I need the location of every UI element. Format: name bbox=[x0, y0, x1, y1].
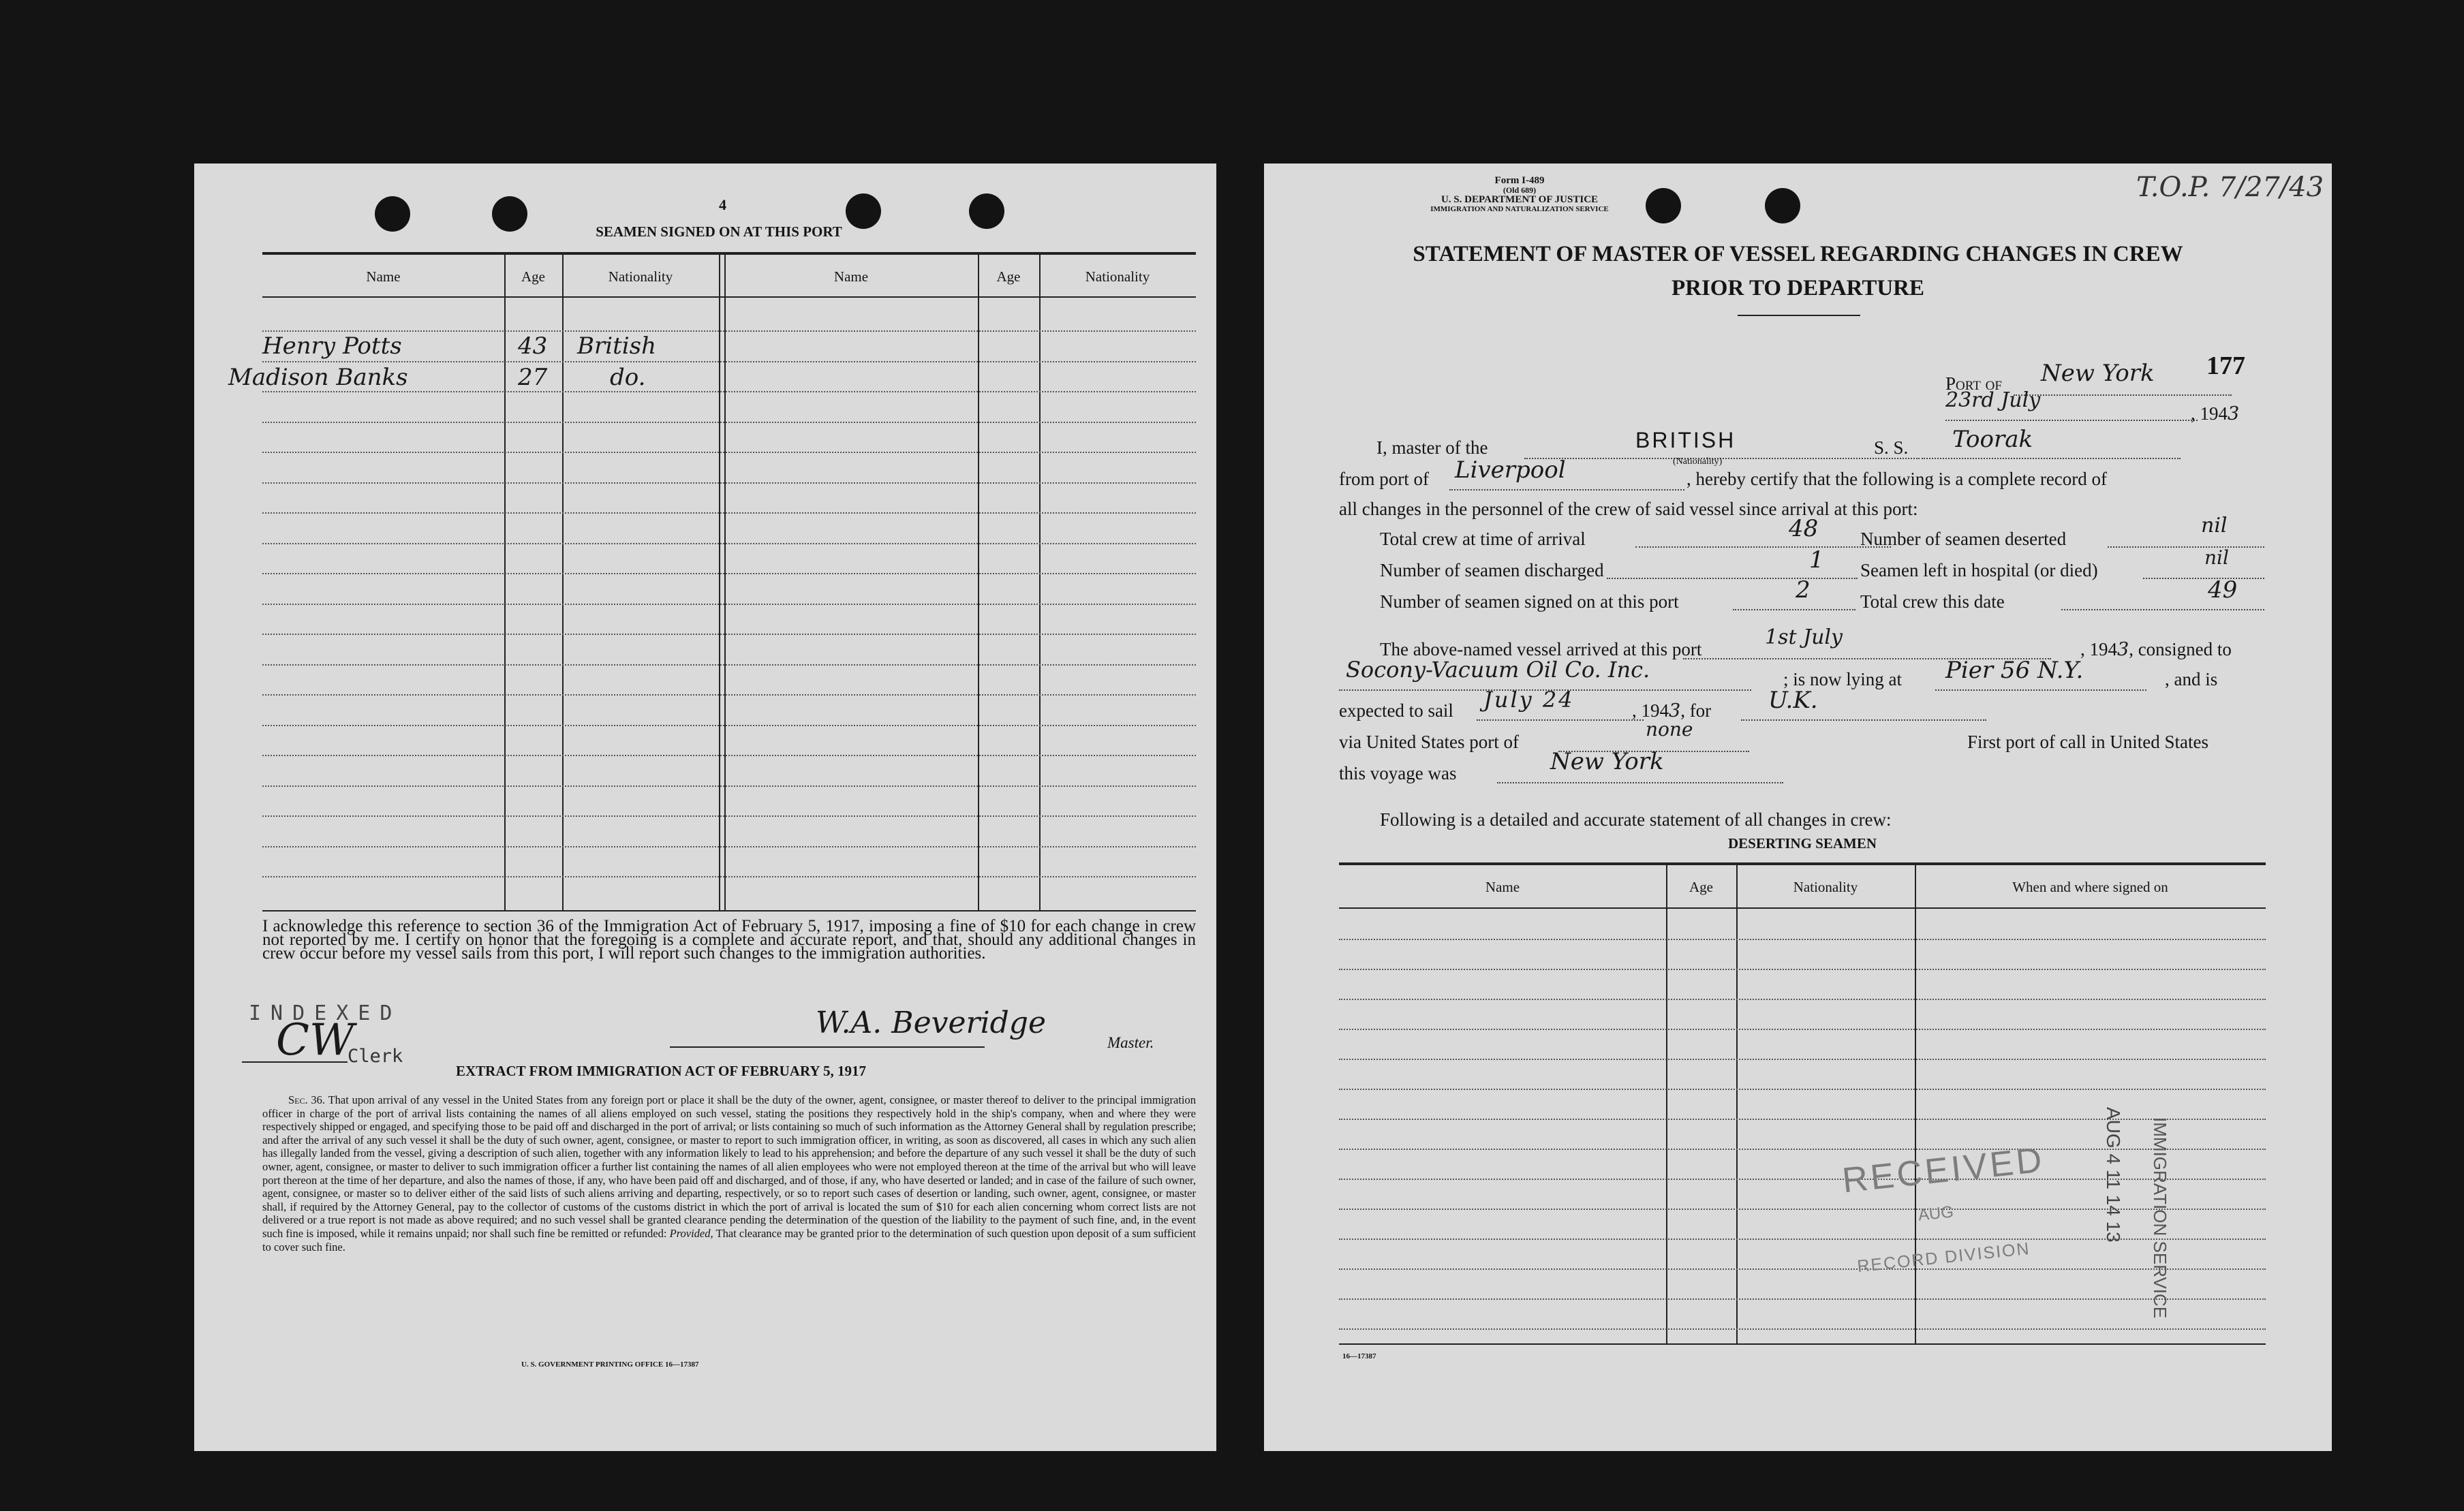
form-title bbox=[1264, 237, 2332, 305]
printer-imprint: 16—17387 bbox=[1342, 1352, 1376, 1360]
row-line bbox=[262, 604, 1196, 605]
row-line bbox=[262, 422, 1196, 423]
row-line bbox=[262, 634, 1196, 635]
deserted-label: Number of seamen deserted bbox=[1860, 529, 2067, 549]
sail-year-digit: 3 bbox=[1669, 700, 1681, 721]
all-changes-text: all changes in the personnel of the crew of said vessel since arrival at this port: bbox=[1339, 499, 1918, 519]
nationality-value: BRITISH bbox=[1635, 428, 1736, 452]
total-crew-arrival: 48 bbox=[1789, 515, 1819, 542]
punch-hole bbox=[1646, 188, 1681, 223]
col-name-2: Name bbox=[833, 268, 869, 285]
row-line bbox=[1339, 1119, 2266, 1120]
date-year bbox=[2191, 403, 2239, 424]
row-line bbox=[1339, 1059, 2266, 1060]
extract-text bbox=[262, 1093, 1196, 1253]
row-line bbox=[262, 755, 1196, 756]
title-line-1: STATEMENT OF MASTER OF VESSEL REGARDING CHANGES IN CREW bbox=[1413, 242, 2183, 266]
consignee: Socony-Vacuum Oil Co. Inc. bbox=[1346, 657, 1650, 683]
title-line-2: PRIOR TO DEPARTURE bbox=[1671, 276, 1925, 300]
row-line bbox=[1339, 1209, 2266, 1210]
sail-year-prefix: , 194 bbox=[1632, 700, 1669, 721]
consigned-label: , consigned to bbox=[2129, 639, 2232, 659]
total-crew-arrival-field bbox=[1635, 526, 1891, 548]
row-line bbox=[262, 452, 1196, 453]
year-prefix: , 194 bbox=[2191, 403, 2228, 424]
table-top-rule bbox=[262, 252, 1196, 255]
service-stamp: IMMIGRATION SERVICE bbox=[2150, 1117, 2170, 1319]
row-line bbox=[1339, 1268, 2266, 1270]
left-page bbox=[194, 163, 1216, 1451]
form-old: (Old 689) bbox=[1503, 185, 1537, 195]
date-stamp: AUG 4 11 14 13 bbox=[2103, 1107, 2124, 1243]
row-line bbox=[262, 815, 1196, 817]
via-value: none bbox=[1646, 718, 1693, 741]
table-divider bbox=[562, 253, 564, 910]
punch-hole bbox=[375, 196, 410, 232]
col-nationality-2: Nationality bbox=[1085, 268, 1150, 285]
page-number: 177 bbox=[2206, 352, 2245, 380]
from-port-value: Liverpool bbox=[1455, 456, 1566, 484]
row-line bbox=[262, 725, 1196, 726]
row-line bbox=[262, 573, 1196, 574]
extract-title: EXTRACT FROM IMMIGRATION ACT OF FEBRUARY 5, 1917 bbox=[455, 1063, 867, 1079]
table-divider bbox=[724, 253, 726, 910]
form-header bbox=[1417, 176, 1622, 214]
table-divider bbox=[504, 253, 506, 910]
deserted-field bbox=[2108, 526, 2264, 548]
col-name: Name bbox=[1485, 879, 1520, 895]
and-is-label: , and is bbox=[2165, 669, 2218, 689]
lying-label: ; is now lying at bbox=[1783, 669, 1902, 689]
port-value: New York bbox=[2041, 360, 2155, 387]
section-heading: SEAMEN SIGNED ON AT THIS PORT bbox=[596, 223, 842, 240]
table-divider bbox=[1666, 864, 1667, 1343]
col-age: Age bbox=[521, 268, 545, 285]
discharged-label: Number of seamen discharged bbox=[1380, 560, 1604, 580]
corner-note: T.O.P. 7/27/43 bbox=[2136, 172, 2324, 203]
department: U. S. DEPARTMENT OF JUSTICE bbox=[1441, 194, 1599, 205]
ship-name: Toorak bbox=[1952, 426, 2033, 453]
row-line bbox=[1339, 999, 2266, 1000]
row-line bbox=[1339, 1149, 2266, 1150]
right-page bbox=[1264, 163, 2332, 1451]
total-crew-date: 49 bbox=[2208, 576, 2238, 604]
record-division-stamp: RECORD DIVISION bbox=[1856, 1239, 2031, 1277]
row-line bbox=[262, 482, 1196, 484]
punch-hole bbox=[1765, 188, 1800, 223]
table-header-rule bbox=[1339, 907, 2266, 909]
row-line bbox=[262, 361, 1196, 362]
hospital-value: nil bbox=[2204, 546, 2229, 569]
table-header-rule bbox=[262, 296, 1196, 298]
ss-label: S. S. bbox=[1874, 437, 1909, 458]
year-digit: 3 bbox=[2228, 403, 2240, 424]
sail-label: expected to sail bbox=[1339, 700, 1453, 721]
table-row bbox=[262, 332, 402, 360]
arrived-value: 1st July bbox=[1765, 625, 1843, 649]
date-value: 23rd July bbox=[1945, 388, 2041, 412]
lying-value: Pier 56 N.Y. bbox=[1945, 657, 2084, 684]
row-line bbox=[1339, 939, 2266, 940]
voyage-value: New York bbox=[1550, 748, 1664, 775]
row-line bbox=[1339, 1239, 2266, 1240]
row-line bbox=[1339, 1029, 2266, 1030]
section-label: Sec. 36. bbox=[288, 1093, 326, 1106]
signed-on-field bbox=[1733, 589, 1855, 610]
row-line bbox=[1339, 1179, 2266, 1180]
row-line bbox=[262, 694, 1196, 696]
clerk-label: Clerk bbox=[348, 1046, 403, 1067]
signature-line bbox=[670, 1046, 985, 1048]
col-when-where: When and where signed on bbox=[2012, 879, 2168, 895]
page-number: 4 bbox=[719, 196, 726, 213]
punch-hole bbox=[492, 196, 527, 232]
table-divider bbox=[719, 253, 720, 910]
row-line bbox=[1339, 969, 2266, 970]
table-top-rule bbox=[1339, 862, 2266, 865]
table-divider bbox=[1736, 864, 1738, 1343]
col-nationality: Nationality bbox=[1793, 879, 1858, 895]
row-line bbox=[262, 846, 1196, 847]
seaman-nationality: British bbox=[577, 332, 656, 360]
master-signature: W.A. Beveridge bbox=[816, 1006, 1047, 1040]
signed-on-label: Number of seamen signed on at this port bbox=[1380, 591, 1679, 612]
row-line bbox=[262, 330, 1196, 332]
table-divider bbox=[978, 253, 979, 910]
master-of-label: I, master of the bbox=[1376, 437, 1488, 458]
proviso-word: Provided, bbox=[669, 1226, 713, 1240]
clerk-initials: CW bbox=[276, 1015, 354, 1065]
total-crew-arrival-label: Total crew at time of arrival bbox=[1380, 529, 1586, 549]
certify-text: , hereby certify that the following is a complete record of bbox=[1687, 469, 2108, 489]
row-line bbox=[262, 664, 1196, 666]
section-body: That upon arrival of any vessel in the United States from any foreign port or place it shall be the duty of the owner, agent, consignee, or master thereof to deliver to the principal immigration officer in charge of the port of arrival lists containing the names of all aliens employed on such vessel, stating the positions they respectively hold in the ship's company, when and where they were respectively shipped or engaged, and specifying those to be paid off and discharged in the port of arrival; or lists containing so much of such information as the Attorney General shall by regulation prescribe; and after the arrival of any such vessel it shall be the duty of such owner, agent, consignee, or master to report to such immigration officer, in writing, as soon as discovered, all cases in which any such alien has illegally landed from the vessel, giving a description of such alien, together with any information likely to lead to his apprehension; and before the departure of any such vessel it shall be the duty of such owner, agent, consignee, or master to deliver to such immigration officer a further list containing the names of all alien employees who were not employed thereon at the time of the arrival but who will leave port thereon at the time of her departure, and also the names of those, if any, who have been paid off and discharged, and of those, if any, who have deserted or landed; and in case of the failure of such owner, agent, consignee, or master so to deliver either of the said lists of such aliens arriving and departing, respectively, or so to report such cases of desertion or landing, such owner, agent, consignee, or master shall, if required by the Attorney General, pay to the collector of customs of the customs district in which the port of arrival is located the sum of $10 for each alien concerning whom correct lists are not delivered or a true report is not made as above required; and no such vessel shall be granted clearance pending the determination of the question of the liability to the payment of such fine, and, in the event such fine is imposed, while it remains unpaid; nor shall such fine be remitted or refunded: bbox=[262, 1093, 1196, 1240]
total-crew-date-label: Total crew this date bbox=[1860, 591, 2005, 612]
form-number: Form I-489 bbox=[1494, 175, 1545, 186]
master-label: Master. bbox=[1107, 1034, 1154, 1051]
received-stamp: RECEIVED bbox=[1840, 1140, 2047, 1201]
seaman-age: 43 bbox=[518, 332, 548, 360]
row-line bbox=[1339, 1328, 2266, 1330]
nationality-caption: (Nationality) bbox=[1673, 456, 1723, 467]
following-text: Following is a detailed and accurate statement of all changes in crew: bbox=[1380, 809, 1892, 830]
col-nationality: Nationality bbox=[608, 268, 673, 285]
service: IMMIGRATION AND NATURALIZATION SERVICE bbox=[1430, 205, 1609, 213]
indexed-stamp: INDEXED bbox=[249, 1001, 402, 1025]
col-name: Name bbox=[366, 268, 401, 285]
hospital-field bbox=[2143, 557, 2264, 579]
deserting-heading: DESERTING SEAMEN bbox=[1727, 835, 1877, 852]
col-age-2: Age bbox=[996, 268, 1021, 285]
table-divider bbox=[1039, 253, 1041, 910]
row-line bbox=[262, 543, 1196, 544]
arrived-year bbox=[2080, 639, 2232, 660]
seaman-name: Madison Banks bbox=[228, 364, 408, 391]
voyage-label: this voyage was bbox=[1339, 763, 1457, 783]
row-line bbox=[1339, 1298, 2266, 1300]
title-rule bbox=[1738, 315, 1860, 316]
hospital-label: Seamen left in hospital (or died) bbox=[1860, 560, 2098, 580]
for-label: , for bbox=[1680, 700, 1712, 721]
first-port-label: First port of call in United States bbox=[1967, 732, 2208, 752]
table-bottom-rule bbox=[262, 910, 1196, 912]
arrived-year-prefix: , 194 bbox=[2080, 639, 2117, 659]
port-label: Port of bbox=[1945, 373, 2002, 394]
table-row bbox=[228, 364, 408, 391]
table-divider bbox=[1915, 864, 1916, 1343]
row-line bbox=[1339, 1089, 2266, 1090]
printer-imprint: U. S. GOVERNMENT PRINTING OFFICE 16—17387 bbox=[521, 1360, 699, 1369]
row-line bbox=[262, 512, 1196, 514]
table-bottom-rule bbox=[1339, 1343, 2266, 1345]
sail-value: July 24 bbox=[1483, 687, 1575, 713]
via-label: via United States port of bbox=[1339, 732, 1519, 752]
discharged-value: 1 bbox=[1809, 546, 1824, 574]
row-line bbox=[262, 876, 1196, 877]
from-port-label: from port of bbox=[1339, 469, 1429, 489]
arrived-year-digit: 3 bbox=[2117, 639, 2129, 660]
for-value: U.K. bbox=[1768, 687, 1818, 714]
col-age: Age bbox=[1689, 879, 1713, 895]
received-stamp-month: AUG bbox=[1917, 1202, 1955, 1225]
deserted-value: nil bbox=[2201, 514, 2228, 538]
signed-on-value: 2 bbox=[1796, 576, 1811, 604]
row-line bbox=[262, 391, 1196, 392]
punch-hole bbox=[969, 193, 1004, 229]
seaman-age: 27 bbox=[518, 364, 548, 391]
seaman-nationality: do. bbox=[610, 364, 646, 391]
seaman-name: Henry Potts bbox=[262, 332, 402, 360]
arrived-label: The above-named vessel arrived at this port bbox=[1380, 639, 1702, 659]
section-tail: That clearance may be granted prior to the determination of such question upon deposit of a sum sufficient to cover such fine. bbox=[262, 1226, 1197, 1253]
acknowledgement-text: I acknowledge this reference to section 36 of the Immigration Act of February 5, 1917, imposing a fine of $10 for each change in crew not reported by me. I certify on honor that the foregoing is a complete and accurate report, and that, should any additional changes in crew occur before my vessel sails from this port, I will report such changes to the immigration authorities. bbox=[262, 917, 1196, 963]
row-line bbox=[262, 785, 1196, 787]
